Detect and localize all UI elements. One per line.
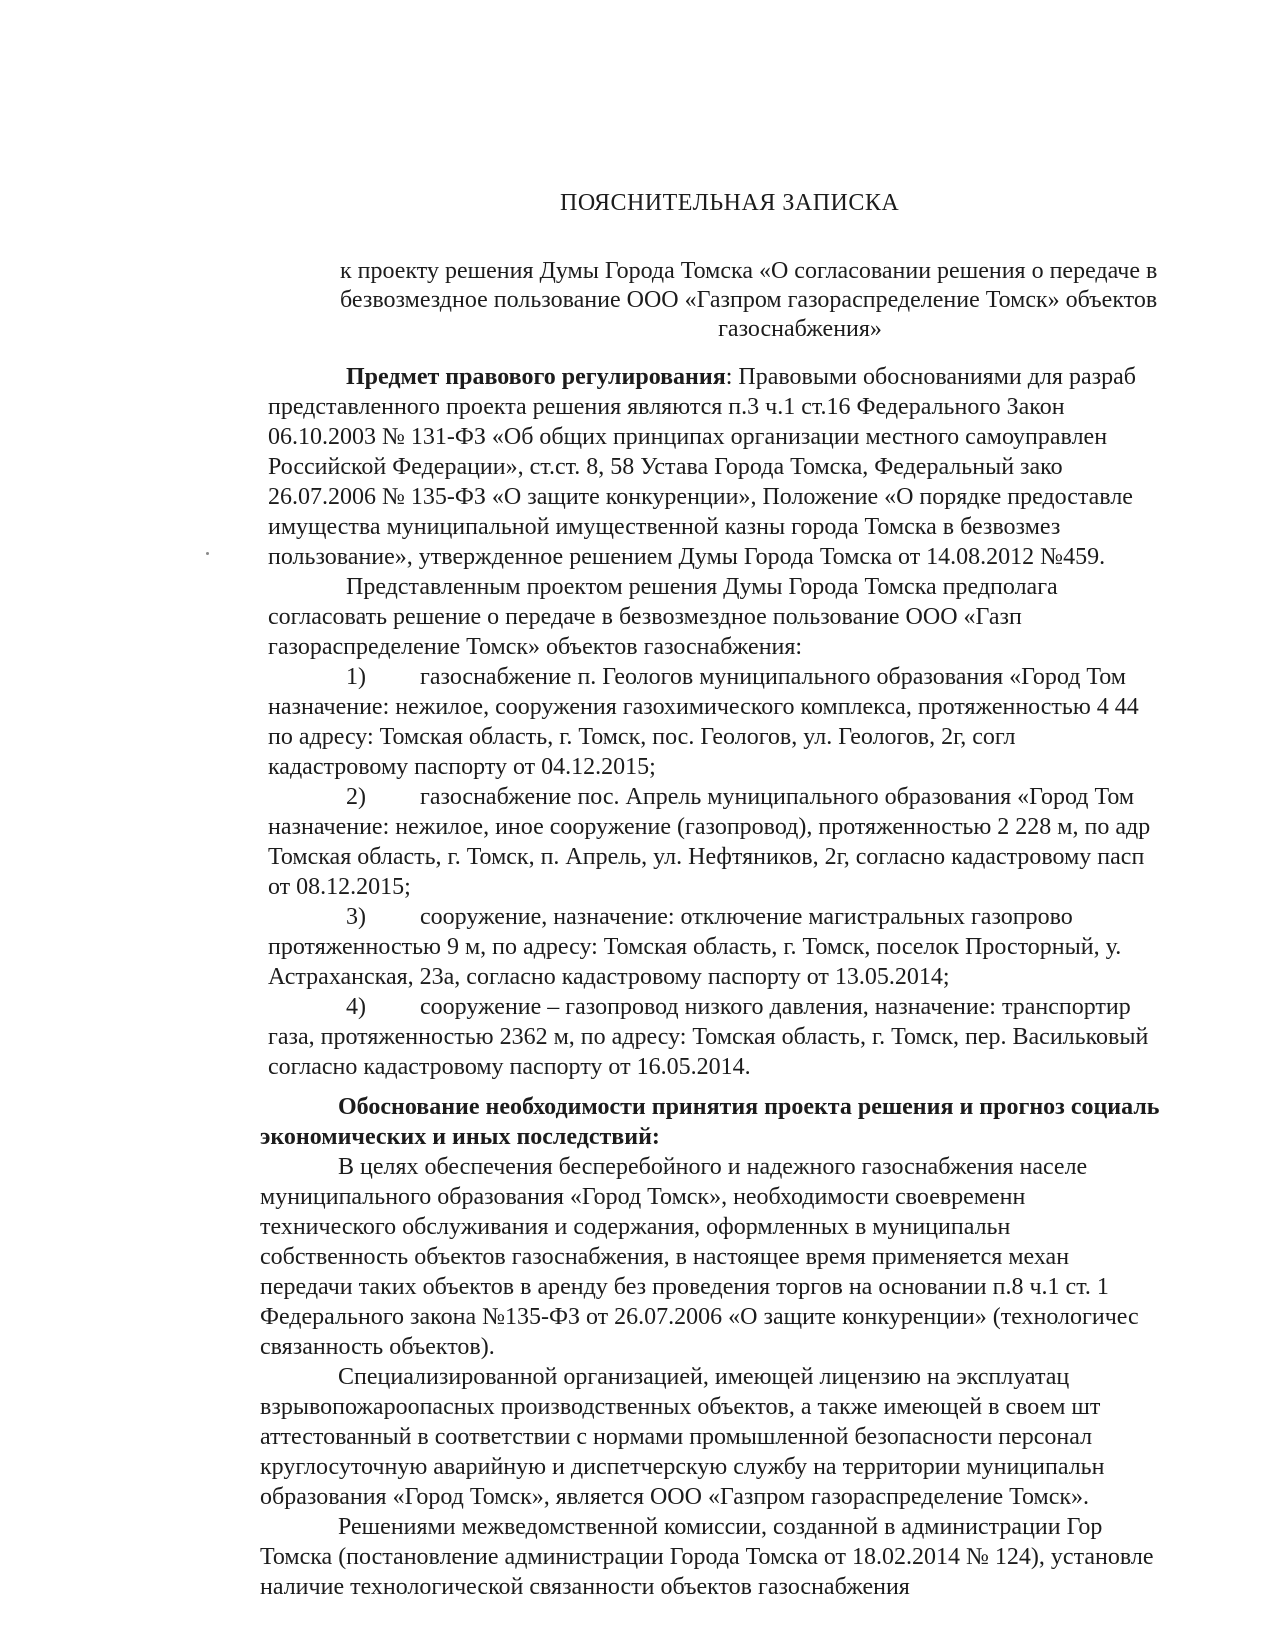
subtitle-line: газоснабжения» <box>718 316 882 342</box>
paragraph-line: В целях обеспечения бесперебойного и надежного газоснабжения населе <box>338 1154 1088 1180</box>
list-item-line: по адресу: Томская область, г. Томск, пос. Геологов, ул. Геологов, 2г, согл <box>268 724 1016 750</box>
scan-speck <box>206 552 209 555</box>
paragraph-line: аттестованный в соответствии с нормами промышленной безопасности персонал <box>260 1424 1093 1450</box>
list-item-line: от 08.12.2015; <box>268 874 411 900</box>
paragraph-line: Представленным проектом решения Думы Города Томска предполага <box>346 574 1058 600</box>
paragraph-line: Российской Федерации», ст.ст. 8, 58 Устава Города Томска, Федеральный зако <box>268 454 1063 480</box>
paragraph-line: 06.10.2003 № 131-ФЗ «Об общих принципах организации местного самоуправлен <box>268 424 1108 450</box>
paragraph-line: круглосуточную аварийную и диспетчерскую службу на территории муниципальн <box>260 1454 1105 1480</box>
section-justification <box>260 1092 1275 1602</box>
paragraph-line: имущества муниципальной имущественной казны города Томска в безвозмез <box>268 514 1061 540</box>
paragraph-line: Специализированной организацией, имеющей лицензию на эксплуатац <box>338 1364 1070 1390</box>
paragraph-line: газораспределение Томск» объектов газоснабжения: <box>268 634 803 660</box>
paragraph-line: взрывопожароопасных производственных объектов, а также имеющей в своем шт <box>260 1394 1101 1420</box>
list-item: 1) газоснабжение п. Геологов муниципального образования «Город Том <box>346 664 1126 690</box>
list-item-line: согласно кадастровому паспорту от 16.05.2014. <box>268 1054 751 1080</box>
list-item: 3) сооружение, назначение: отключение магистральных газопрово <box>346 904 1073 930</box>
subtitle-line: к проекту решения Думы Города Томска «О согласовании решения о передаче в <box>340 258 1158 284</box>
section-heading: Обоснование необходимости принятия проекта решения и прогноз социаль <box>338 1094 1160 1120</box>
paragraph-line: связанность объектов). <box>260 1334 495 1360</box>
document-title: ПОЯСНИТЕЛЬНАЯ ЗАПИСКА <box>560 190 900 216</box>
section-legal-basis <box>268 362 1275 1082</box>
paragraph-line: Федерального закона №135-ФЗ от 26.07.2006 «О защите конкуренции» (технологичес <box>260 1304 1139 1330</box>
list-item-line: Астраханская, 23а, согласно кадастровому паспорту от 13.05.2014; <box>268 964 950 990</box>
paragraph-line: наличие технологической связанности объектов газоснабжения <box>260 1574 910 1600</box>
paragraph-line: представленного проекта решения являются п.3 ч.1 ст.16 Федерального Закон <box>268 394 1065 420</box>
subtitle-line: безвозмездное пользование ООО «Газпром газораспределение Томск» объектов <box>340 287 1158 313</box>
list-item-line: кадастровому паспорту от 04.12.2015; <box>268 754 656 780</box>
list-item-line: газа, протяженностью 2362 м, по адресу: Томская область, г. Томск, пер. Васильковый <box>268 1024 1149 1050</box>
paragraph-line: Решениями межведомственной комиссии, созданной в администрации Гор <box>338 1514 1103 1540</box>
paragraph-line: Предмет правового регулирования: Правовыми обоснованиями для разраб <box>346 364 1136 390</box>
paragraph-line: муниципального образования «Город Томск», необходимости своевременн <box>260 1184 1026 1210</box>
list-item: 2) газоснабжение пос. Апрель муниципального образования «Город Том <box>346 784 1135 810</box>
document-subtitle <box>340 257 1275 344</box>
list-item-line: протяженностью 9 м, по адресу: Томская область, г. Томск, поселок Просторный, у. <box>268 934 1122 960</box>
list-item-line: назначение: нежилое, иное сооружение (газопровод), протяженностью 2 228 м, по адр <box>268 814 1151 840</box>
paragraph-line: согласовать решение о передаче в безвозмездное пользование ООО «Газп <box>268 604 1022 630</box>
section-heading: экономических и иных последствий: <box>260 1124 660 1150</box>
paragraph-line: Томска (постановление администрации Города Томска от 18.02.2014 № 124), установле <box>260 1544 1154 1570</box>
list-item: 4) сооружение – газопровод низкого давления, назначение: транспортир <box>346 994 1131 1020</box>
list-item-line: Томская область, г. Томск, п. Апрель, ул. Нефтяников, 2г, согласно кадастровому пасп <box>268 844 1145 870</box>
paragraph-line: технического обслуживания и содержания, оформленных в муниципальн <box>260 1214 1011 1240</box>
paragraph-line: образования «Город Томск», является ООО «Газпром газораспределение Томск». <box>260 1484 1090 1510</box>
paragraph-line: пользование», утвержденное решением Думы Города Томска от 14.08.2012 №459. <box>268 544 1106 570</box>
paragraph-line: собственность объектов газоснабжения, в настоящее время применяется механ <box>260 1244 1070 1270</box>
paragraph-line: 26.07.2006 № 135-ФЗ «О защите конкуренции», Положение «О порядке предоставле <box>268 484 1133 510</box>
list-item-line: назначение: нежилое, сооружения газохимического комплекса, протяженностью 4 44 <box>268 694 1139 720</box>
section-heading: Предмет правового регулирования <box>346 364 726 390</box>
paragraph-line: передачи таких объектов в аренду без проведения торгов на основании п.8 ч.1 ст. 1 <box>260 1274 1109 1300</box>
